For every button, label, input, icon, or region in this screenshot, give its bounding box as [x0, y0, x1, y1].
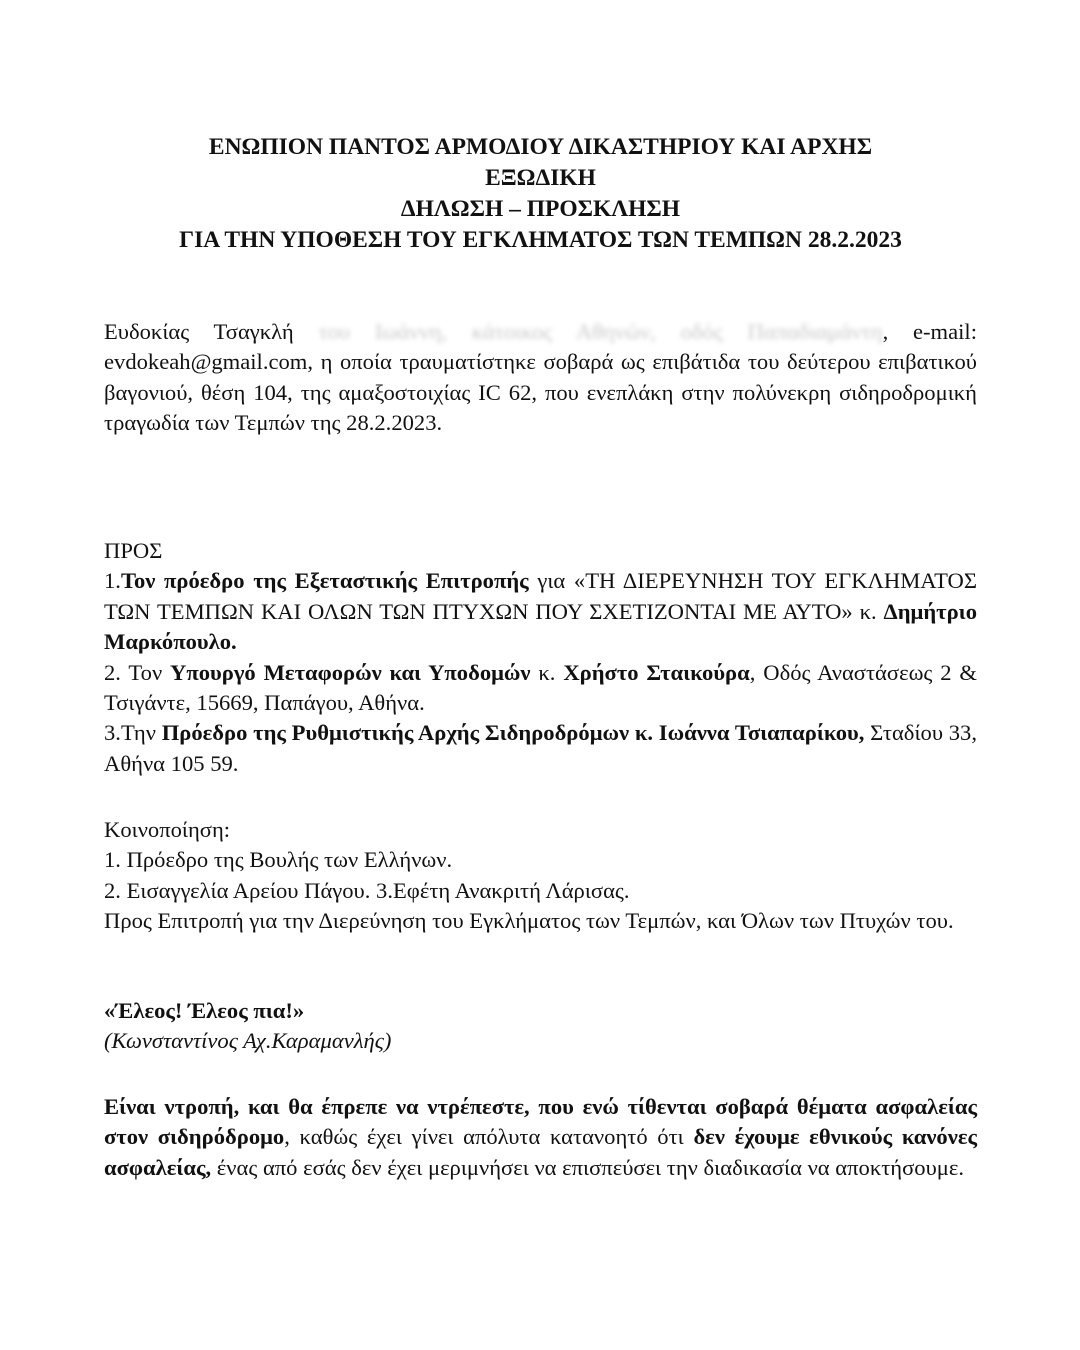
recipients-label: ΠΡΟΣ: [104, 538, 163, 563]
recipient-1-title: Τον πρόεδρο της Εξεταστικής Επιτροπής: [120, 568, 529, 594]
sender-email-label: , e-mail:: [882, 319, 977, 344]
sender-description: , η οποία τραυματίστηκε σοβαρά ως επιβάτιδα του δεύτερου επιβατικού βαγονιού, θέση 104, της αμαξοστοιχίας IC 62, που ενεπλάκη στην πολύνεκρη σιδηροδρομική τραγωδία των Τεμπών της 28.2.2023.: [104, 349, 977, 436]
closing-bold-2: δεν έχουμε εθνικούς κανόνες ασφαλείας,: [104, 1124, 977, 1180]
notification-line-1: 1. Πρόεδρο της Βουλής των Ελλήνων.: [104, 847, 453, 873]
document-heading: [104, 132, 977, 256]
recipient-2-name: Χρήστο Σταικούρα: [563, 659, 750, 685]
notification-line-2: 2. Εισαγγελία Αρείου Πάγου. 3.Εφέτη Ανακριτή Λάρισας.: [104, 877, 630, 903]
sender-paragraph: [104, 317, 977, 439]
closing-bold-1: Είναι ντροπή, και θα έπρεπε να ντρέπεστε, που ενώ τίθενται σοβαρά θέματα ασφαλείας στον σιδηρόδρομο: [104, 1094, 977, 1150]
recipient-1-text: για «ΤΗ ΔΙΕΡΕΥΝΗΣΗ ΤΟΥ ΕΓΚΛΗΜΑΤΟΣ ΤΩΝ ΤΕΜΠΩΝ ΚΑΙ ΟΛΩΝ ΤΩΝ ΠΤΥΧΩΝ ΠΟΥ ΣΧΕΤΙΖΟΝΤΑΙ ΜΕ ΑΥΤΟ» κ.: [104, 568, 977, 624]
notification-line-3: Προς Επιτροπή για την Διερεύνηση του Εγκλήματος των Τεμπών, και Όλων των Πτυχών του.: [104, 908, 954, 934]
recipients-section: [104, 536, 977, 779]
heading-line-1: ΕΝΩΠΙΟΝ ΠΑΝΤΟΣ ΑΡΜΟΔΙΟΥ ΔΙΚΑΣΤΗΡΙΟΥ ΚΑΙ ΑΡΧΗΣ: [208, 134, 873, 160]
heading-line-3: ΔΗΛΩΣΗ – ΠΡΟΣΚΛΗΣΗ: [400, 196, 681, 222]
sender-name: Ευδοκίας Τσαγκλή: [104, 319, 294, 344]
recipient-3-prefix: 3.Την: [104, 720, 162, 746]
recipient-1-number: 1.: [104, 568, 121, 594]
redacted-text: του Ιωάννη, κάτοικος Αθηνών, οδός Παπαδιαμάντη: [318, 319, 883, 344]
closing-paragraph: [104, 1092, 977, 1183]
heading-line-4: ΓΙΑ ΤΗΝ ΥΠΟΘΕΣΗ ΤΟΥ ΕΓΚΛΗΜΑΤΟΣ ΤΩΝ ΤΕΜΠΩΝ 28.2.2023: [179, 227, 902, 253]
quote-author: (Κωνσταντίνος Αχ.Καραμανλής): [104, 1028, 392, 1054]
recipient-2-title: Υπουργό Μεταφορών και Υποδομών: [170, 659, 531, 685]
quote-text: «Έλεος! Έλεος πια!»: [104, 998, 305, 1023]
recipient-3: [104, 718, 977, 779]
recipient-2-prefix: 2. Τον: [104, 659, 171, 685]
recipient-2: [104, 658, 977, 719]
notification-label: Κοινοποίηση:: [104, 817, 231, 842]
recipient-2-address: , Οδός Αναστάσεως 2 & Τσιγάντε, 15669, Παπάγου, Αθήνα.: [104, 659, 977, 716]
sender-email: evdokeah@gmail.com: [104, 349, 308, 375]
recipient-2-mid: κ.: [530, 659, 564, 685]
notification-section: [104, 815, 977, 937]
heading-line-2: ΕΞΩΔΙΚΗ: [485, 165, 596, 191]
closing-text-1: , καθώς έχει γίνει απόλυτα κατανοητό ότι: [284, 1124, 694, 1150]
recipient-3-address: Σταδίου 33, Αθήνα 105 59.: [104, 720, 977, 776]
recipient-3-title: Πρόεδρο της Ρυθμιστικής Αρχής Σιδηροδρόμων κ. Ιωάννα Τσιαπαρίκου,: [161, 720, 865, 746]
recipient-1-name: Δημήτριο Μαρκόπουλο.: [104, 598, 977, 655]
closing-text-2: ένας από εσάς δεν έχει μεριμνήσει να επισπεύσει την διαδικασία να αποκτήσουμε.: [211, 1154, 965, 1180]
recipient-1: [104, 566, 977, 657]
quote-section: [104, 996, 977, 1057]
